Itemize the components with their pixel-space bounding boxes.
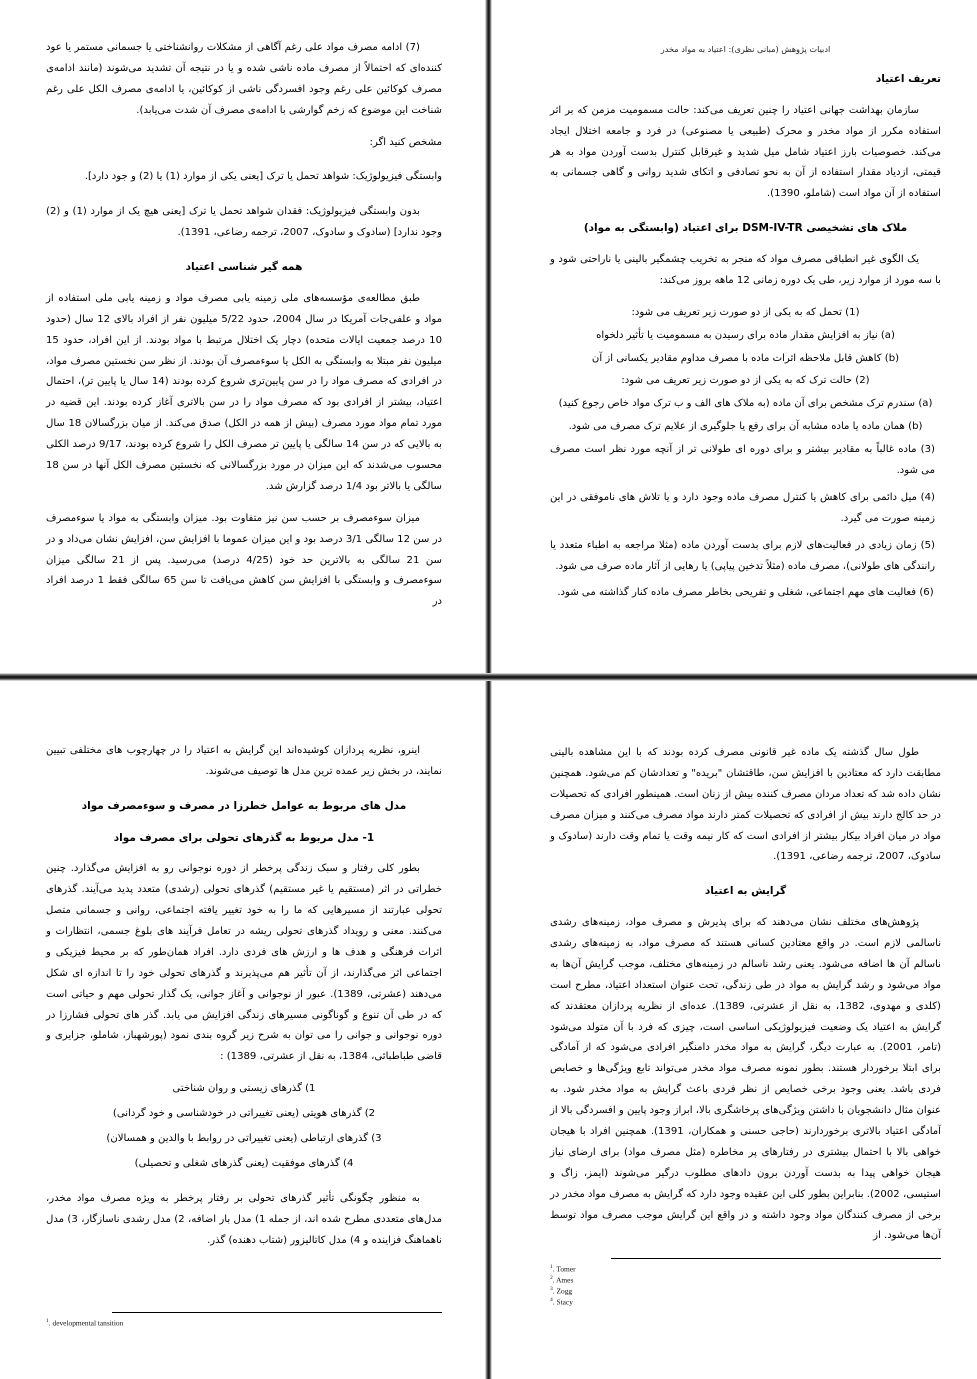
transition-item-2: 2) گذرهای هویتی (یعنی تغییراتی در خودشناسی و خود گردانی) (112, 1108, 376, 1120)
criterion-4-text: میل دائمی برای کاهش یا کنترل مصرف ماده وجود دارد و یا تلاش های ناموفقی در این زمینه صورت می گیرد. (550, 491, 935, 524)
criterion-4-label: (4) (920, 491, 935, 503)
criterion-3-label: (3) (920, 444, 935, 456)
criterion-1b (550, 349, 941, 370)
paragraph-who-definition: سازمان بهداشت جهانی اعتیاد را چنین تعریف می‌کند: حالت مسمومیت مزمن که بر اثر استفاده مکرر از مواد مخدر و محرک (طبیعی یا مصنوعی) در فرد و جامعه اختلال ایجاد می‌کند. خصوصیات بارز اعتیاد شامل میل شدید و غیرقابل کنترل بدست آوردن مواد به هر قیمتی، ازدیاد مقدار استفاده از آن به نحو تصادفی و اتکای شدید روانی و گاهی جسمانی به استفاده از آن مواد است (شاملو، 1390). (550, 104, 941, 200)
criterion-2a-text: سندرم ترک مشخص برای آن ماده (به ملاک های الف و ب ترک مواد خاص رجوع کنید) (558, 398, 916, 410)
transition-item-3: 3) گذرهای ارتباطی (یعنی تغییراتی در روابط با والدین و همسالان) (106, 1132, 382, 1144)
criterion-1-text: تحمل که به یکی از دو صورت زیر تعریف می شود: (631, 306, 842, 318)
criterion-6-text: فعالیت های مهم اجتماعی، شغلی و تفریحی بخاطر مصرف ماده کنار گذاشته می شود. (557, 587, 917, 599)
criterion-1 (550, 303, 941, 324)
paragraph-epidemiology-2: میزان سوءمصرف بر حسب سن نیز متفاوت بود. میزان وابستگی به مواد یا سوءمصرف در سن 12 سالگی 3/1 درصد بود و این میزان عموما با افزایش سن، افزایش نشان می‌داد و در سن 21 سالگی به بالاترین حد خود (4/25 درصد) می‌رسید. پس از 21 سالگی میزان سوءمصرف و وابستگی با افزایش سن کاهش می‌یافت تا سن 65 سالگی فقط 1 درصد افراد در (46, 512, 443, 608)
page-bottom-right (0, 679, 488, 1379)
footnote-block-bottom-right (46, 1312, 442, 1329)
footnote-text: . Tomer (552, 1264, 576, 1274)
paragraph-models-intro: اینرو، نظریه پردازان کوشیده‌اند این گرایش به اعتیاد را در چهارچوب های مختلفی تبیین نمایند، در بخش زیر عمده ترین مدل ها توصیف می‌شوند. (46, 745, 442, 777)
page-bottom-left (488, 679, 977, 1379)
criterion-3-text: ماده غالباً به مقادیر بیشتر و برای دوره ای طولانی تر از آنچه مورد نظر است مصرف می شود. (550, 444, 935, 476)
heading-risk-factor-models: مدل های مربوط به عوامل خطرزا در مصرف و سوءمصرف مواد (81, 799, 407, 812)
running-header: ادبیات پژوهش (مبانی نظری): اعتیاد به مواد مخدر (660, 44, 831, 54)
footnote-number: 1 (550, 1264, 553, 1271)
criterion-1a-label: (a) (880, 329, 895, 341)
page-top-left (488, 0, 977, 679)
footnote-item (550, 1275, 941, 1286)
paragraph-criteria-intro: یک الگوی غیر انطباقی مصرف مواد که منجر به تخریب چشمگیر بالینی یا ناراحتی شود و با سه مورد از موارد زیر، طی یک دوره زمانی 12 ماهه بروز می‌کند: (550, 253, 941, 286)
scan-gutter-vertical (485, 0, 492, 1379)
page-top-right (0, 0, 488, 679)
paragraph-model-1-part-a: بطور کلی رفتار و سبک زندگی پرخطر از دوره نوجوانی رو به افزایش می‌گذارد. چنین خطراتی در اثر (مستقیم یا غیر مستقیم) گذرهای تحولی (رشدی) متعدد پدید می‌آیند. گذرهای تحولی عبارتند از مسیرهایی که ما را به خود تغییر یافته اجتماعی، روانی و جسمانی متصل می‌کنند. معنی و رویداد گذرهای تحولی ریشه در تعامل فرآیند های بلوغ جسمی، انتظارات و اثرات فرهنگی و هدف ها و ارزش های فردی دارد. افراد همان‌طور که بر محیط فیزیکی و اجتماعی اثر می‌گذارند، از آن تأثیر هم می‌پذیرند و گذرهای تحولی خود را تا اندازه ای شکل می‌دهند (عشرتی، 1389). عبور از نوجوانی و آغاز جوانی، یک گذار تحولی مهم و حیاتی است که در طی آن تنوع و گوناگونی مسیرهای زندگی افزایش می یابد. گذر های تحولی فشارزا در دوره نوجوانی و جوانی را می توان به شرح زیر گروه بندی نمود (پورشهباز، شاملو، جزایری و قاضی طباطبائی، 1384، به نقل از عشرتی، 1389) : (46, 863, 442, 1063)
heading-tendency-to-addiction: گرایش به اعتیاد (704, 885, 787, 898)
paragraph-tendency-to-addiction: پژوهش‌های مختلف نشان می‌دهند که برای پذیرش و مصرف مواد، زمینه‌های رشدی ناسالمی لازم است. در واقع معتادین کسانی هستند که مصرف مواد، به زمینه‌های رشدی ناسالم آن ها اضافه می‌شود. یعنی رشد ناسالم در زمینه‌های مختلف، موجب گرایش آن‌ها به مواد می‌شود و رشد گرایش به مواد در طی زندگی، تحت عنوان استعداد اعتیاد، مطرح است (کلدی و مهدوی، 1382، به نقل از عشرتی، 1389). عده‌ای از نظریه پردازان معتقدند که گرایش به اعتیاد یک وضعیت فیزیولوژیکی اساسی است، چیزی که فرد با آن متولد می‌شود (تامر، 2001). به عبارت دیگر، گرایش به مواد مخدر دامنگیر افرادی می‌شود که از آمادگی برای ابتلا برخوردار هستند. بطور نمونه مصرف مواد مخدر می‌تواند تابع ویژگی‌ها و خصایص فردی باشد. یعنی وجود برخی خصایص از نظر فردی باعث گرایش به مواد مخدر شود. به عنوان مثال دانشجویان با داشتن ویژگی‌های پرخاشگری بالا، ابراز وجود پایین و افسردگی بالا از آمادگی اعتیاد بالاتری برخوردارند (حاجی حسنی و همکاران، 1391). همچنین افراد با هیجان خواهی بالا با احتمال بیشتری در رفتارهای پر مخاطره (مثل مصرف مواد) برای ارضای نیاز هیجان خواهی پیدا به بدست آوردن برون دادهای مطلوب درگیر می‌شوند (ایمز، زاگ و استیسی، 2002). بنابراین بطور کلی این عقیده وجود دارد که گرایش به مصرف مواد مخدر در برخی از مصرف کنندگان مواد وجود داشته و در واقع این گرایش موجب مصرف مواد توسط آن‌ها می‌شود. از (550, 917, 942, 1242)
criterion-2b (550, 417, 941, 438)
heading-model-1: 1- مدل مربوط به گذرهای تحولی برای مصرف مواد (113, 831, 375, 844)
criterion-2-label: (2) (855, 375, 870, 387)
transition-item-4: 4) گذرهای موفقیت (یعنی گذرهای شغلی و تحصیلی) (134, 1157, 354, 1169)
criterion-2a-label: (a) (918, 398, 933, 410)
footnote-item (550, 1297, 941, 1308)
criterion-2a (550, 394, 941, 415)
criterion-1-label: (1) (845, 306, 860, 318)
footnote-number: 4 (550, 1297, 553, 1304)
criterion-2 (550, 371, 941, 392)
footnote-list (550, 1264, 941, 1308)
spec-nonphysiological-dependence: بدون وابستگی فیزیولوژیک: فقدان شواهد تحمل یا ترک [یعنی هیچ یک از موارد (1) و (2) وجود ندارد] (سادوک و سادوک، 2007، ترجمه رضاعی، 1391). (46, 206, 442, 239)
criterion-4 (550, 488, 941, 530)
criterion-1b-label: (b) (884, 352, 900, 364)
criterion-1a (550, 326, 941, 347)
footnote-list (46, 1318, 442, 1329)
criterion-1b-text: کاهش قابل ملاحظه اثرات ماده با مصرف مداوم مقادیر یکسانی از آن (591, 352, 882, 364)
criterion-2b-label: (b) (908, 421, 923, 433)
footnote-separator-rule (112, 1312, 442, 1313)
footnote-number: 2 (550, 1275, 553, 1282)
criterion-5-label: (5) (920, 539, 935, 551)
heading-epidemiology: همه گیر شناسی اعتیاد (185, 261, 303, 274)
criterion-6 (550, 583, 941, 604)
paragraph-epidemiology-continued: طول سال گذشته یک ماده غیر قانونی مصرف کرده بودند که با این مشاهده بالینی مطابقت دارد که معتادین با افزایش سن، طاقتشان "بریده" و تعدادشان کم می‌شود. همچنین نشان داده شد که تعداد مردان مصرف کننده بیش از زنان است. همینطور افرادی که تحصیلات در حد کالج دارند بیش از افرادی که تحصیلات کمتر دارند مواد مصرف می‌کنند و میزان مصرف مواد در میان افراد بیکار بیشتر از افرادی است که کار نیمه وقت یا تمام وقت دارند (سادوک و سادوک، 2007، ترجمه رضاعی، 1391). (550, 747, 941, 863)
criterion-5-text: زمان زیادی در فعالیت‌های لازم برای بدست آوردن ماده (مثلا مراجعه به اطباء متعدد یا رانندگی های طولانی)، مصرف ماده (مثلاً تدخین پیاپی) یا رهایی از آثار ماده صرف می شود. (550, 539, 935, 572)
footnote-number: 1 (46, 1318, 49, 1325)
footnote-block-bottom-left (550, 1258, 941, 1308)
footnote-item (550, 1264, 941, 1275)
footnote-text: . Ames (552, 1275, 574, 1285)
spec-physiological-dependence: وابستگی فیزیولوژیک: شواهد تحمل یا ترک [یعنی یکی از موارد (1) یا (2) و جود دارد]. (84, 171, 442, 183)
criterion-7: (7) ادامه مصرف مواد علی رغم آگاهی از مشکلات روانشناختی یا جسمانی مستمر یا عود کننده‌ای که احتمالاً از مصرف ماده ناشی شده و یا در نتیجه آن تشدید می‌شوند (مانند ادامه‌ی مصرف کوکائین علی رغم وجود افسردگی ناشی از کوکائین، یا ادامه‌ی مصرف الکل علی رغم شناخت این موضوع که زخم گوارشی با ادامه‌ی مصرف آن شدت می‌یابد). (46, 42, 442, 116)
footnote-text: . Zogg (552, 1286, 573, 1296)
footnote-separator-rule (611, 1258, 941, 1259)
scan-gutter-horizontal (0, 673, 977, 681)
heading-dsm-criteria: ملاک های تشخیصی DSM-IV-TR برای اعتیاد (وابستگی به مواد) (583, 222, 908, 235)
footnote-item (550, 1286, 941, 1297)
footnote-text: . developmental tansition (48, 1318, 124, 1328)
criterion-6-label: (6) (919, 587, 934, 599)
criterion-3 (550, 440, 941, 482)
specify-label: مشخص کنید اگر: (369, 136, 442, 148)
paragraph-model-1-part-b: به منظور چگونگی تأثیر گذرهای تحولی بر رفتار پرخطر به ویژه مصرف مواد مخدر، مدل‌های متعددی مطرح شده اند، از جمله 1) مدل بار اضافه، 2) مدل رشدی ناسازگار، 3) مدل ناهماهنگ فزاینده و 4) مدل کاتالیزور (شتاب دهنده) گذر. (46, 1192, 442, 1246)
heading-definition: تعریف اعتیاد (875, 73, 941, 85)
criterion-2b-text: همان ماده یا ماده مشابه آن برای رفع یا جلوگیری از علایم ترک مصرف می شود. (568, 421, 905, 433)
footnote-number: 3 (550, 1286, 553, 1293)
transition-item-1: 1) گذرهای زیستی و روان شناختی (172, 1083, 316, 1095)
criterion-2-text: حالت ترک که به یکی از دو صورت زیر تعریف می شود: (621, 375, 853, 387)
criterion-5 (550, 536, 941, 578)
criterion-1a-text: نیاز به افزایش مقدار ماده برای رسیدن به مسمومیت یا تأثیر دلخواه (596, 329, 878, 341)
footnote-item (46, 1318, 442, 1329)
footnote-text: . Stacy (552, 1297, 573, 1307)
paragraph-epidemiology-1: طبق مطالعه‌ی مؤسسه‌های ملی زمینه یابی مصرف مواد و زمینه یابی ملی استفاده از مواد و علفی‌جات آمریکا در سال 2004، حدود 5/22 میلیون نفر از افراد بالای 12 سال (حدود 10 درصد جمعیت ایالات متحده) دچار یک اختلال مرتبط با مواد بودند. از این افراد، حدود 15 میلیون نفر مبتلا به وابستگی به الکل یا سوءمصرف آن بودند. از نظر سن نخستین مصرف مواد، در افرادی که مصرف مواد را در سن پایین‌تری شروع کرده بودند (14 سال یا پایین تر)، احتمال اعتیاد، بیشتر از افرادی بود که مصرف مواد را در سن بالاتری آغاز کرده بودند. این قضیه در مورد تمام مواد مورد مصرف (بیش از همه در الکل) صدق می‌کند. از میان بزرگسالان 18 سال به بالایی که در سن 14 سالگی یا پایین تر مصرف الکل را شروع کرده بودند، 9/17 درصد الکلی محسوب می‌شدند که این میزان در مورد بزرگسالانی که نخستین مصرف الکل آنها در سن 18 سالگی یا بالاتر بود 1/4 درصد گزارش شد. (46, 292, 442, 492)
